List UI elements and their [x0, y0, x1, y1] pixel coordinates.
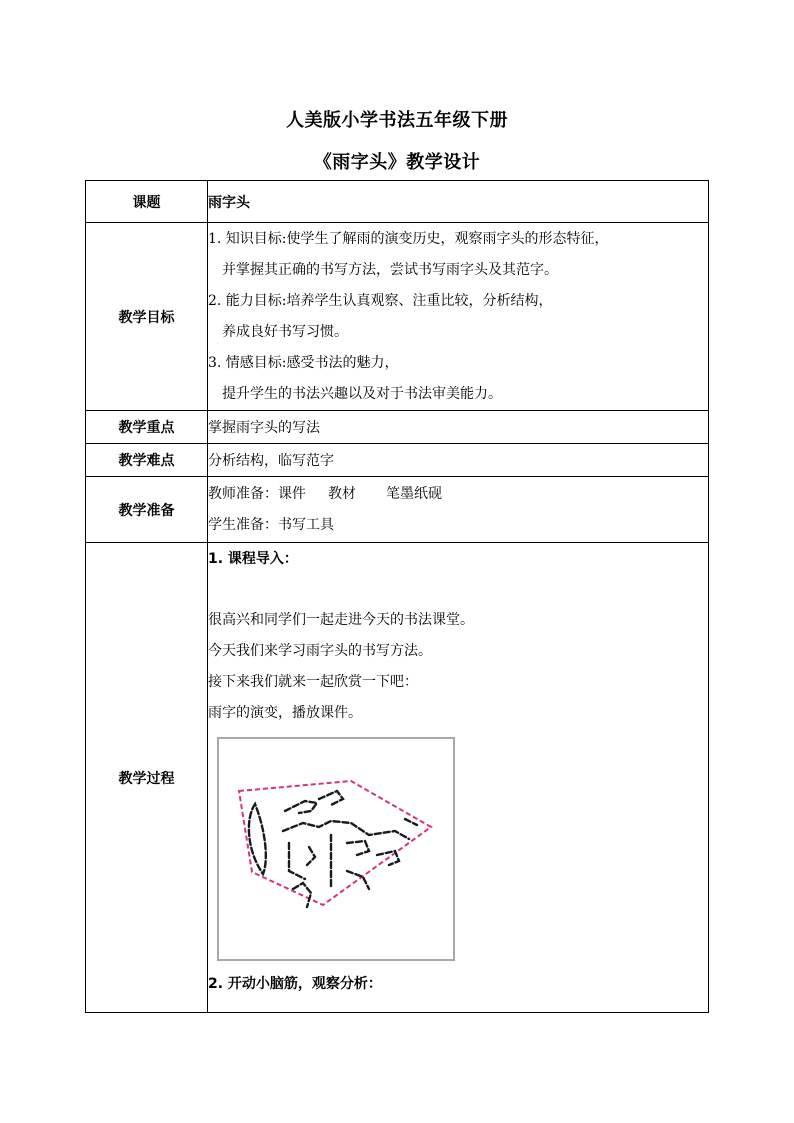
process-line-3: 接下来我们就来一起欣赏一下吧：	[208, 674, 418, 690]
glyph-strokes	[249, 791, 417, 907]
goal-line-5: 3. 情感目标:感受书法的魅力，	[208, 354, 399, 371]
process-heading-observe: 2. 开动小脑筋，观察分析：	[208, 976, 382, 992]
lesson-plan-table	[85, 180, 709, 1013]
value-difficulty: 分析结构，临写范字	[208, 444, 709, 477]
label-topic: 课题	[86, 181, 208, 223]
rain-character-drawing	[219, 739, 453, 959]
process-line-4: 雨字的演变，播放课件。	[208, 705, 362, 721]
value-goals	[208, 223, 709, 411]
rain-character-evolution-image	[217, 737, 455, 961]
label-difficulty: 教学难点	[86, 444, 208, 477]
value-topic: 雨字头	[208, 181, 709, 223]
goal-line-2: 并掌握其正确的书写方法，尝试书写雨字头及其范字。	[222, 261, 558, 278]
teacher-prep-brush-ink: 笔墨纸砚	[386, 485, 442, 502]
row-process	[86, 543, 709, 1013]
label-process: 教学过程	[86, 543, 208, 1013]
label-key-point: 教学重点	[86, 411, 208, 444]
row-goals	[86, 223, 709, 411]
value-preparation	[208, 477, 709, 543]
goal-line-3: 2. 能力目标:培养学生认真观察、注重比较，分析结构，	[208, 292, 553, 309]
process-line-2: 今天我们来学习雨字头的书写方法。	[208, 643, 432, 659]
teacher-prep-textbook: 教材	[328, 485, 356, 502]
row-key-point	[86, 411, 709, 444]
process-heading-intro: 1. 课程导入：	[208, 551, 298, 567]
document-subtitle: 《雨字头》教学设计	[313, 152, 481, 173]
outline-polygon	[239, 781, 431, 905]
document-title: 人美版小学书法五年级下册	[286, 110, 508, 131]
label-preparation: 教学准备	[86, 477, 208, 543]
value-process	[208, 543, 709, 1013]
goal-line-1: 1. 知识目标:使学生了解雨的演变历史，观察雨字头的形态特征，	[208, 230, 609, 247]
teacher-prep-courseware: 教师准备：课件	[208, 485, 306, 502]
goal-line-6: 提升学生的书法兴趣以及对于书法审美能力。	[222, 385, 502, 402]
label-goals: 教学目标	[86, 223, 208, 411]
value-key-point: 掌握雨字头的写法	[208, 411, 709, 444]
row-topic	[86, 181, 709, 223]
goal-line-4: 养成良好书写习惯。	[222, 323, 348, 340]
row-preparation	[86, 477, 709, 543]
student-prep: 学生准备：书写工具	[208, 516, 334, 533]
row-difficulty	[86, 444, 709, 477]
teacher-prep	[208, 479, 708, 510]
process-line-1: 很高兴和同学们一起走进今天的书法课堂。	[208, 612, 474, 628]
